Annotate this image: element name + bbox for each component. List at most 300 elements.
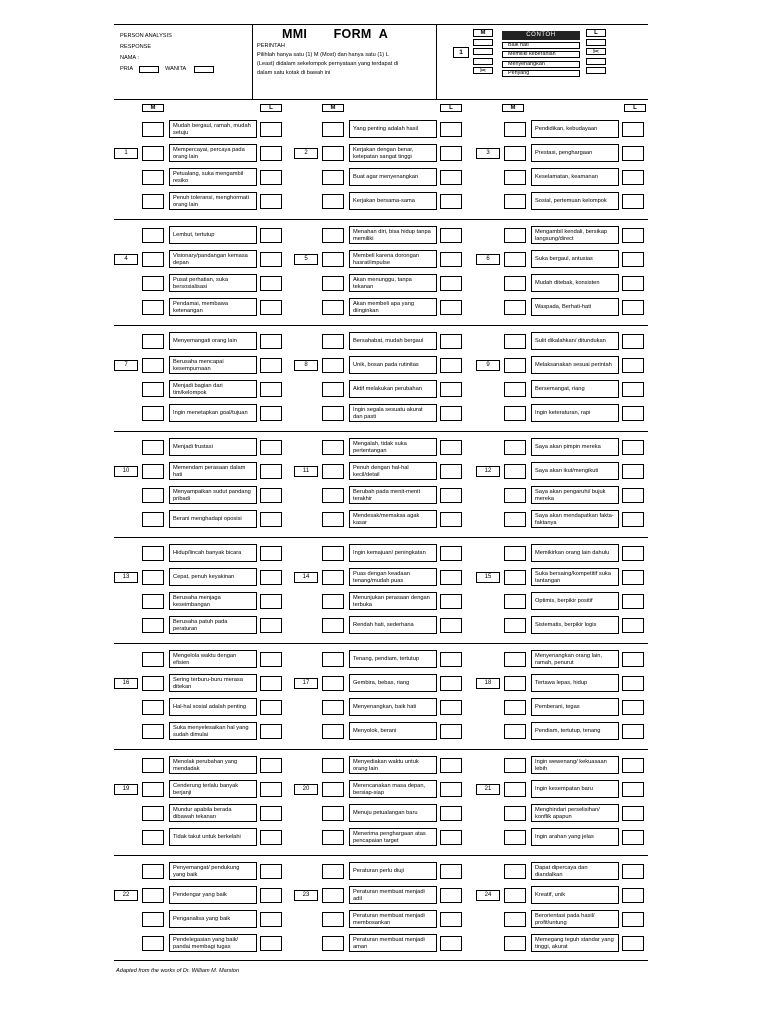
statement-label: Pendelegasian yang baik/ pandai membagi tugas: [173, 936, 239, 950]
least-checkbox[interactable]: [622, 830, 644, 845]
least-checkbox[interactable]: [622, 700, 644, 715]
most-checkbox[interactable]: [504, 300, 526, 315]
least-checkbox[interactable]: [260, 146, 282, 161]
least-checkbox[interactable]: [260, 652, 282, 667]
most-checkbox[interactable]: [322, 888, 344, 903]
most-checkbox[interactable]: [504, 936, 526, 951]
statement-label: Peraturan membuat menjadi aman: [353, 936, 425, 950]
least-checkbox[interactable]: [622, 758, 644, 773]
statement-text: [531, 332, 619, 350]
least-checkbox[interactable]: [440, 758, 462, 773]
most-checkbox[interactable]: [504, 252, 526, 267]
respondent-info: [120, 31, 254, 75]
statement-label: Cepat, penuh keyakinan: [173, 574, 235, 581]
most-checkbox[interactable]: [322, 512, 344, 527]
most-checkbox[interactable]: [504, 406, 526, 421]
most-checkbox[interactable]: [142, 888, 164, 903]
least-checkbox[interactable]: [440, 228, 462, 243]
most-checkbox[interactable]: [142, 300, 164, 315]
most-checkbox[interactable]: [322, 382, 344, 397]
most-checkbox[interactable]: [142, 228, 164, 243]
statement-label: Menyolok, berani: [353, 728, 397, 735]
most-checkbox[interactable]: [504, 122, 526, 137]
example-words: [502, 42, 580, 80]
most-checkbox[interactable]: [142, 700, 164, 715]
least-checkbox[interactable]: [260, 512, 282, 527]
statement-text: [169, 356, 257, 374]
least-checkbox[interactable]: [260, 228, 282, 243]
least-checkbox[interactable]: [440, 594, 462, 609]
least-checkbox[interactable]: [260, 570, 282, 585]
most-checkbox[interactable]: [504, 488, 526, 503]
most-checkbox[interactable]: [142, 440, 164, 455]
most-checkbox[interactable]: [504, 912, 526, 927]
statement-row: [294, 780, 472, 798]
group-number: 19: [114, 784, 138, 795]
statement-text: [169, 462, 257, 480]
pria-checkbox[interactable]: [139, 66, 159, 73]
most-checkbox[interactable]: [322, 228, 344, 243]
most-checkbox[interactable]: [504, 864, 526, 879]
most-checkbox[interactable]: [504, 276, 526, 291]
most-checkbox[interactable]: [142, 252, 164, 267]
statement-row: [294, 192, 472, 210]
statement-row: [294, 356, 472, 374]
statement-label: Penuh dengan hal-hal kecil/detail: [353, 464, 409, 478]
least-checkbox[interactable]: [440, 676, 462, 691]
least-checkbox[interactable]: [622, 512, 644, 527]
least-checkbox[interactable]: [622, 546, 644, 561]
most-checkbox[interactable]: [322, 806, 344, 821]
least-checkbox[interactable]: [260, 758, 282, 773]
most-checkbox[interactable]: [504, 194, 526, 209]
statement-text: [169, 804, 257, 822]
nama-label: NAMA :: [120, 55, 139, 61]
most-checkbox[interactable]: [504, 618, 526, 633]
least-checkbox[interactable]: [622, 228, 644, 243]
least-checkbox[interactable]: [622, 300, 644, 315]
least-checkbox[interactable]: [622, 782, 644, 797]
least-checkbox[interactable]: [440, 488, 462, 503]
least-checkbox[interactable]: [440, 146, 462, 161]
least-checkbox[interactable]: [622, 170, 644, 185]
least-checkbox[interactable]: [440, 464, 462, 479]
question-group: [294, 226, 472, 326]
least-checkbox[interactable]: [260, 676, 282, 691]
least-checkbox[interactable]: [622, 464, 644, 479]
most-checkbox[interactable]: [322, 252, 344, 267]
most-checkbox[interactable]: [322, 334, 344, 349]
least-checkbox[interactable]: [260, 912, 282, 927]
most-checkbox[interactable]: [142, 382, 164, 397]
least-checkbox[interactable]: [622, 806, 644, 821]
least-checkbox[interactable]: [440, 546, 462, 561]
most-checkbox[interactable]: [504, 146, 526, 161]
most-checkbox[interactable]: [142, 194, 164, 209]
least-checkbox[interactable]: [622, 252, 644, 267]
statement-row: [476, 674, 654, 692]
statement-text: [169, 486, 257, 504]
least-checkbox[interactable]: [622, 122, 644, 137]
most-checkbox[interactable]: [322, 936, 344, 951]
least-checkbox[interactable]: [260, 170, 282, 185]
most-checkbox[interactable]: [504, 512, 526, 527]
statement-text: [531, 144, 619, 162]
statement-row: [476, 356, 654, 374]
statement-text: [169, 780, 257, 798]
most-checkbox[interactable]: [504, 652, 526, 667]
statement-text: [531, 438, 619, 456]
most-checkbox[interactable]: [504, 676, 526, 691]
most-checkbox[interactable]: [142, 146, 164, 161]
group-number: 11: [294, 466, 318, 477]
statement-text: [169, 332, 257, 350]
statement-label: Menunjukan perasaan dengan terbuka: [353, 594, 430, 608]
most-checkbox[interactable]: [504, 570, 526, 585]
most-checkbox[interactable]: [504, 758, 526, 773]
question-group: [476, 650, 654, 750]
least-checkbox[interactable]: [440, 122, 462, 137]
statement-row: [294, 650, 472, 668]
least-checkbox[interactable]: [440, 806, 462, 821]
statement-row: [114, 804, 292, 822]
least-checkbox[interactable]: [440, 618, 462, 633]
least-checkbox[interactable]: [622, 440, 644, 455]
question-group: [114, 438, 292, 538]
least-checkbox[interactable]: [440, 830, 462, 845]
statement-text: [169, 274, 257, 292]
least-checkbox[interactable]: [260, 546, 282, 561]
most-checkbox[interactable]: [504, 382, 526, 397]
most-checkbox[interactable]: [504, 594, 526, 609]
least-checkbox[interactable]: [260, 358, 282, 373]
question-group: [114, 650, 292, 750]
statement-text: [349, 274, 437, 292]
statement-label: Bersemangat, riang: [535, 386, 585, 393]
statement-label: Pusat perhatian, suka bersosialisasi: [173, 276, 229, 290]
most-checkbox[interactable]: [322, 464, 344, 479]
most-checkbox[interactable]: [504, 830, 526, 845]
least-checkbox[interactable]: [622, 912, 644, 927]
statement-row: [114, 568, 292, 586]
group-number: 10: [114, 466, 138, 477]
least-checkbox[interactable]: [440, 276, 462, 291]
least-checkbox[interactable]: [440, 194, 462, 209]
least-checkbox[interactable]: [260, 936, 282, 951]
question-group: [114, 226, 292, 326]
most-checkbox[interactable]: [504, 888, 526, 903]
statement-text: [531, 274, 619, 292]
most-checkbox[interactable]: [322, 758, 344, 773]
least-checkbox[interactable]: [440, 700, 462, 715]
form-header: [114, 24, 648, 100]
perintah-label: PERINTAH: [257, 43, 285, 49]
statement-row: [476, 886, 654, 904]
statement-text: [169, 568, 257, 586]
statement-text: [169, 250, 257, 268]
most-checkbox[interactable]: [142, 334, 164, 349]
most-checkbox[interactable]: [322, 276, 344, 291]
most-checkbox[interactable]: [322, 724, 344, 739]
example-l-box: [586, 39, 606, 46]
statement-label: Membeli karena dorongan hasrat/impulse: [353, 252, 420, 266]
most-checkbox[interactable]: [322, 618, 344, 633]
statement-label: Memegang teguh standar yang tinggi, akurat: [535, 936, 614, 950]
least-checkbox[interactable]: [440, 358, 462, 373]
least-checkbox[interactable]: [260, 724, 282, 739]
most-checkbox[interactable]: [322, 570, 344, 585]
statement-row: [294, 144, 472, 162]
example-l-box: [586, 58, 606, 65]
most-checkbox[interactable]: [504, 806, 526, 821]
statement-text: [349, 438, 437, 456]
question-group: [476, 438, 654, 538]
least-checkbox[interactable]: [440, 252, 462, 267]
statement-text: [531, 934, 619, 952]
least-checkbox[interactable]: [260, 300, 282, 315]
least-checkbox[interactable]: [622, 358, 644, 373]
example-l-box: ✂: [586, 48, 606, 55]
least-checkbox[interactable]: [440, 170, 462, 185]
least-checkbox[interactable]: [260, 594, 282, 609]
most-checkbox[interactable]: [322, 676, 344, 691]
least-checkbox[interactable]: [440, 888, 462, 903]
statement-text: [169, 698, 257, 716]
statement-row: [476, 804, 654, 822]
least-checkbox[interactable]: [622, 570, 644, 585]
most-checkbox[interactable]: [322, 700, 344, 715]
least-checkbox[interactable]: [622, 618, 644, 633]
least-checkbox[interactable]: [260, 864, 282, 879]
statement-label: Pendamai, membawa ketenangan: [173, 300, 229, 314]
statement-label: Sulit dikalahkan/ ditundukan: [535, 338, 606, 345]
most-checkbox[interactable]: [142, 652, 164, 667]
statement-text: [349, 862, 437, 880]
most-checkbox[interactable]: [322, 864, 344, 879]
example-word: Baik hati: [502, 42, 580, 49]
least-checkbox[interactable]: [440, 382, 462, 397]
least-checkbox[interactable]: [260, 700, 282, 715]
statement-label: Mudah bergaul, ramah, mudah setuju: [173, 122, 251, 136]
most-checkbox[interactable]: [142, 122, 164, 137]
statement-row: [114, 438, 292, 456]
most-checkbox[interactable]: [142, 512, 164, 527]
least-checkbox[interactable]: [440, 936, 462, 951]
statement-label: Keselamatan, keamanan: [535, 174, 598, 181]
statement-text: [531, 486, 619, 504]
least-checkbox[interactable]: [622, 334, 644, 349]
least-checkbox[interactable]: [440, 512, 462, 527]
least-checkbox[interactable]: [622, 406, 644, 421]
response-label: RESPONSE: [120, 44, 152, 50]
statement-text: [531, 192, 619, 210]
statement-label: Peraturan membuat menjadi membosankan: [353, 912, 425, 926]
most-checkbox[interactable]: [142, 488, 164, 503]
group-number: 15: [476, 572, 500, 583]
most-checkbox[interactable]: [142, 936, 164, 951]
least-checkbox[interactable]: [260, 406, 282, 421]
most-checkbox[interactable]: [322, 170, 344, 185]
most-checkbox[interactable]: [142, 806, 164, 821]
least-checkbox[interactable]: [260, 806, 282, 821]
least-checkbox[interactable]: [622, 888, 644, 903]
statement-row: [114, 356, 292, 374]
most-checkbox[interactable]: [322, 406, 344, 421]
statement-text: [169, 438, 257, 456]
most-checkbox[interactable]: [322, 594, 344, 609]
least-checkbox[interactable]: [622, 594, 644, 609]
most-checkbox[interactable]: [322, 782, 344, 797]
most-checkbox[interactable]: [142, 464, 164, 479]
statement-row: [294, 298, 472, 316]
least-checkbox[interactable]: [260, 888, 282, 903]
statement-text: [349, 510, 437, 528]
least-checkbox[interactable]: [260, 382, 282, 397]
most-checkbox[interactable]: [504, 464, 526, 479]
statement-label: Menolak perubahan yang mendadak: [173, 758, 238, 772]
least-checkbox[interactable]: [260, 440, 282, 455]
least-checkbox[interactable]: [260, 194, 282, 209]
most-checkbox[interactable]: [142, 406, 164, 421]
most-checkbox[interactable]: [142, 912, 164, 927]
least-checkbox[interactable]: [622, 382, 644, 397]
wanita-checkbox[interactable]: [194, 66, 214, 73]
least-checkbox[interactable]: [622, 864, 644, 879]
least-checkbox[interactable]: [440, 300, 462, 315]
most-checkbox[interactable]: [142, 782, 164, 797]
most-checkbox[interactable]: [504, 334, 526, 349]
least-checkbox[interactable]: [622, 936, 644, 951]
least-checkbox[interactable]: [260, 252, 282, 267]
least-checkbox[interactable]: [260, 618, 282, 633]
least-checkbox[interactable]: [440, 724, 462, 739]
most-checkbox[interactable]: [322, 652, 344, 667]
most-checkbox[interactable]: [142, 676, 164, 691]
statement-row: [476, 486, 654, 504]
statement-label: Prestasi, penghargaan: [535, 150, 593, 157]
most-checkbox[interactable]: [142, 570, 164, 585]
statement-text: [169, 674, 257, 692]
statement-text: [531, 404, 619, 422]
least-checkbox[interactable]: [622, 488, 644, 503]
statement-text: [349, 828, 437, 846]
most-checkbox[interactable]: [504, 228, 526, 243]
group-number: 1: [114, 148, 138, 159]
least-checkbox[interactable]: [260, 830, 282, 845]
least-checkbox[interactable]: [440, 782, 462, 797]
most-checkbox[interactable]: [322, 146, 344, 161]
most-checkbox[interactable]: [322, 194, 344, 209]
most-checkbox[interactable]: [504, 724, 526, 739]
statement-row: [114, 144, 292, 162]
least-checkbox[interactable]: [260, 782, 282, 797]
most-checkbox[interactable]: [322, 122, 344, 137]
most-checkbox[interactable]: [142, 864, 164, 879]
most-checkbox[interactable]: [322, 488, 344, 503]
most-checkbox[interactable]: [322, 546, 344, 561]
header-divider: [436, 25, 437, 99]
statement-row: [114, 250, 292, 268]
statement-label: Penganalisa yang baik: [173, 916, 231, 923]
most-checkbox[interactable]: [322, 358, 344, 373]
question-group: [114, 120, 292, 220]
least-checkbox[interactable]: [440, 864, 462, 879]
most-checkbox[interactable]: [504, 440, 526, 455]
least-checkbox[interactable]: [440, 570, 462, 585]
most-checkbox[interactable]: [142, 830, 164, 845]
example-m-box: [473, 39, 493, 46]
most-checkbox[interactable]: [322, 912, 344, 927]
most-checkbox[interactable]: [322, 440, 344, 455]
most-checkbox[interactable]: [322, 830, 344, 845]
group-number: 3: [476, 148, 500, 159]
statement-text: [349, 886, 437, 904]
statement-row: [294, 886, 472, 904]
least-checkbox[interactable]: [260, 276, 282, 291]
least-checkbox[interactable]: [260, 334, 282, 349]
most-checkbox[interactable]: [504, 546, 526, 561]
statement-text: [349, 250, 437, 268]
most-checkbox[interactable]: [322, 300, 344, 315]
least-checkbox[interactable]: [622, 194, 644, 209]
most-checkbox[interactable]: [504, 358, 526, 373]
most-checkbox[interactable]: [142, 546, 164, 561]
least-checkbox[interactable]: [440, 334, 462, 349]
least-checkbox[interactable]: [622, 276, 644, 291]
statement-row: [114, 756, 292, 774]
statement-text: [531, 828, 619, 846]
least-checkbox[interactable]: [440, 652, 462, 667]
most-checkbox[interactable]: [504, 700, 526, 715]
statement-label: Mundur apabila berada dibawah tekanan: [173, 806, 232, 820]
most-checkbox[interactable]: [142, 724, 164, 739]
least-checkbox[interactable]: [440, 406, 462, 421]
question-group: [294, 120, 472, 220]
most-checkbox[interactable]: [504, 782, 526, 797]
most-checkbox[interactable]: [142, 618, 164, 633]
least-checkbox[interactable]: [260, 464, 282, 479]
statement-label: Tenang, pendiam, tertutup: [353, 656, 420, 663]
statement-text: [169, 510, 257, 528]
least-checkbox[interactable]: [622, 676, 644, 691]
most-checkbox[interactable]: [142, 170, 164, 185]
statement-label: Berorientasi pada hasil/ profit/untung: [535, 912, 595, 926]
least-checkbox[interactable]: [622, 146, 644, 161]
statement-row: [114, 274, 292, 292]
least-checkbox[interactable]: [622, 724, 644, 739]
most-checkbox[interactable]: [142, 276, 164, 291]
most-checkbox[interactable]: [142, 758, 164, 773]
question-group: [294, 650, 472, 750]
most-checkbox[interactable]: [142, 358, 164, 373]
statement-text: [531, 698, 619, 716]
statement-text: [169, 910, 257, 928]
statement-row: [476, 616, 654, 634]
least-checkbox[interactable]: [440, 440, 462, 455]
statement-text: [169, 298, 257, 316]
example-m-box: [473, 58, 493, 65]
most-checkbox[interactable]: [142, 594, 164, 609]
statement-label: Berusaha patuh pada peraturan: [173, 618, 228, 632]
least-checkbox[interactable]: [260, 122, 282, 137]
statement-row: [294, 828, 472, 846]
least-checkbox[interactable]: [440, 912, 462, 927]
least-checkbox[interactable]: [260, 488, 282, 503]
most-checkbox[interactable]: [504, 170, 526, 185]
statement-row: [114, 910, 292, 928]
group-number: 13: [114, 572, 138, 583]
least-checkbox[interactable]: [622, 652, 644, 667]
